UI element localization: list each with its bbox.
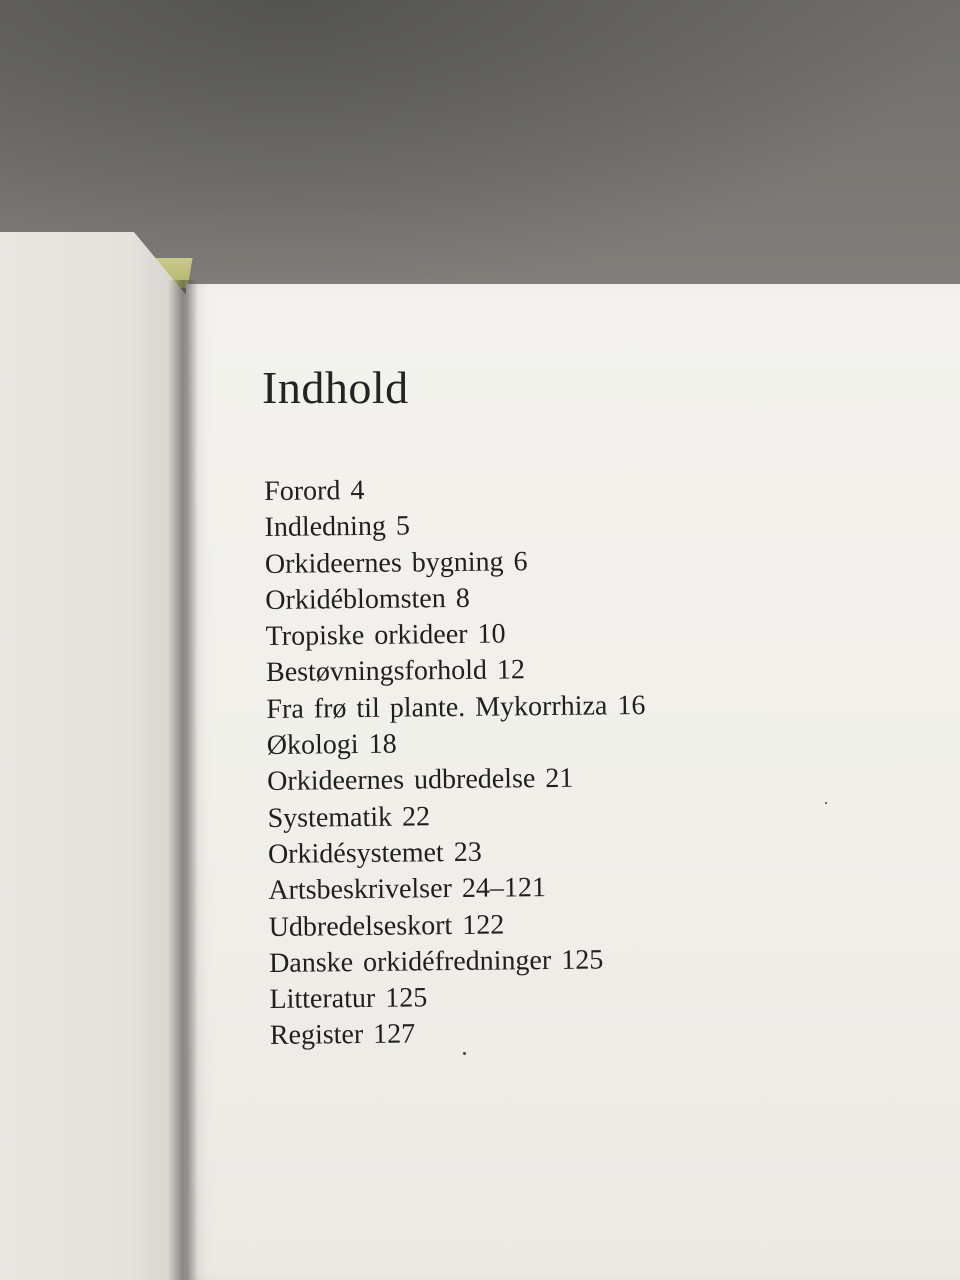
toc-entry — [267, 760, 646, 800]
toc-entry-page: 16 — [617, 689, 646, 722]
toc-entry — [268, 869, 647, 909]
toc-entry-title: Tropiske orkideer — [265, 619, 468, 653]
toc-entry — [266, 615, 645, 655]
toc-entry-title: Systematik — [267, 801, 393, 834]
toc-entry-title: Orkidéblomsten — [265, 582, 446, 616]
toc-entry-title: Artsbeskrivelser — [268, 873, 453, 907]
toc-entry — [266, 688, 645, 728]
toc-entry-title: Indledning — [264, 511, 387, 544]
toc-entry — [269, 906, 648, 946]
toc-entry-page: 10 — [477, 618, 506, 650]
toc-entry-page: 24–121 — [461, 872, 547, 905]
toc-entry — [265, 579, 644, 619]
toc-entry-title: Forord — [264, 475, 341, 507]
toc-entry-page: 18 — [368, 728, 397, 760]
toc-entry-title: Økologi — [266, 729, 359, 762]
toc-entry — [269, 942, 648, 982]
toc-entry-title: Bestøvningsforhold — [265, 655, 488, 689]
book-gutter — [168, 280, 198, 1280]
toc-entry-page: 122 — [462, 909, 505, 941]
toc-entry-page: 21 — [545, 763, 574, 795]
table-of-contents — [264, 470, 649, 1055]
toc-entry-page: 23 — [453, 836, 482, 869]
toc-entry — [270, 1014, 649, 1054]
toc-entry-title: Fra frø til plante. Mykorrhiza — [266, 690, 608, 725]
toc-entry-page: 22 — [401, 800, 431, 833]
toc-entry — [269, 978, 648, 1018]
toc-entry-title: Orkideernes bygning — [264, 546, 504, 580]
toc-entry-title: Udbredelseskort — [268, 909, 453, 943]
paper-speck — [463, 1052, 466, 1055]
toc-entry-page: 8 — [455, 582, 470, 614]
toc-entry-title: Register — [269, 1019, 364, 1052]
toc-entry-page: 4 — [350, 474, 365, 507]
toc-entry-title: Litteratur — [269, 983, 376, 1016]
toc-entry-title: Orkideernes udbredelse — [267, 763, 536, 798]
toc-entry-title: Danske orkidéfredninger — [268, 944, 552, 979]
toc-entry-page: 5 — [395, 510, 411, 542]
toc-entry-page: 12 — [496, 654, 526, 687]
toc-entry-page: 6 — [513, 545, 528, 577]
page-title: Indhold — [262, 362, 409, 413]
toc-entry — [266, 652, 645, 692]
toc-entry — [264, 470, 643, 510]
toc-entry-page: 127 — [373, 1018, 416, 1051]
toc-entry — [264, 506, 643, 546]
toc-entry — [267, 797, 646, 837]
toc-entry — [268, 833, 647, 873]
toc-entry-title: Orkidésystemet — [267, 837, 444, 870]
toc-entry-page: 125 — [561, 944, 604, 976]
toc-entry — [265, 543, 644, 583]
toc-entry — [267, 724, 646, 764]
paper-speck — [825, 802, 827, 804]
toc-entry-page: 125 — [385, 982, 428, 1014]
left-page — [0, 232, 186, 1280]
